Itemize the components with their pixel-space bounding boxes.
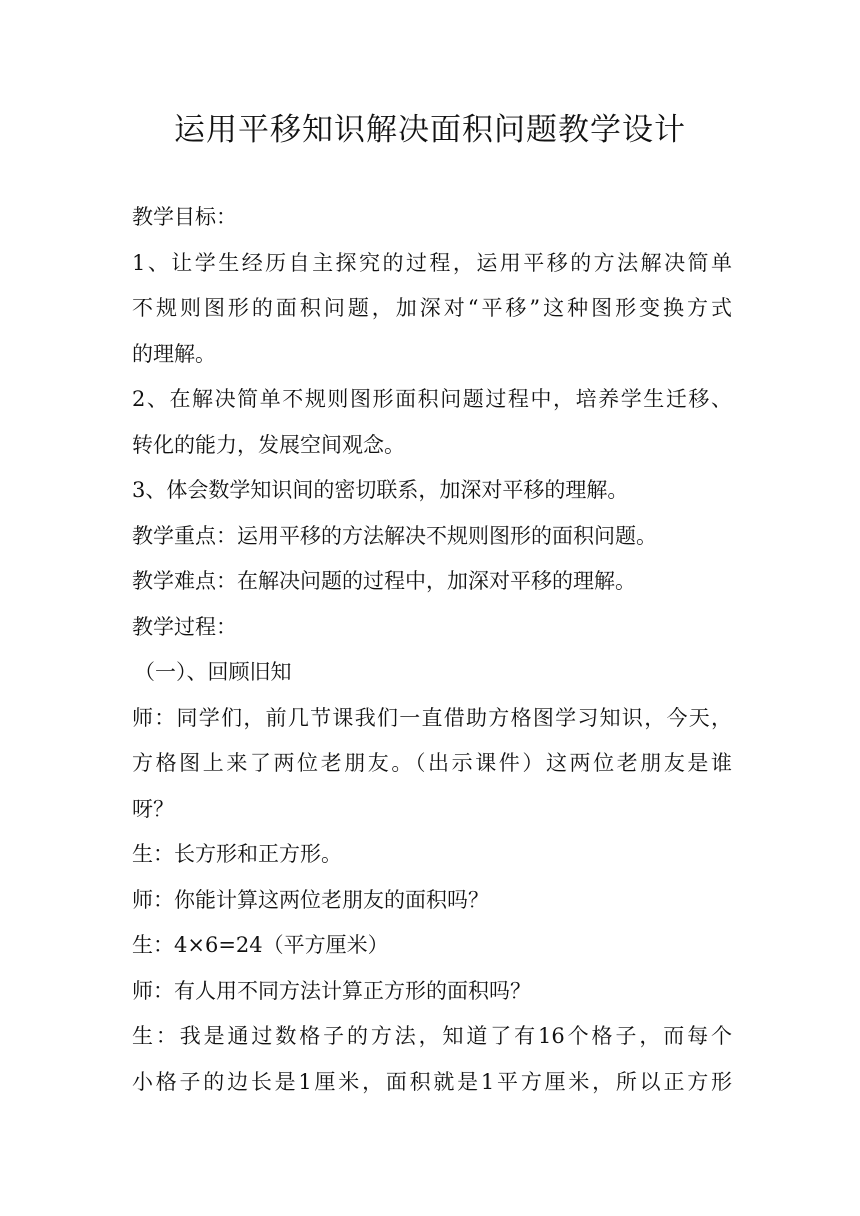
text-line-section-review: （一）、回顾旧知 (134, 660, 292, 684)
text-line-objective-2a: 2、在解决简单不规则图形面积问题过程中，培养学生迁移、 (132, 387, 732, 411)
text-line-teacher-1c: 呀？ (132, 796, 174, 821)
text-line-objectives-heading: 教学目标： (132, 205, 237, 229)
text-line-objective-1c: 的理解。 (132, 341, 216, 366)
text-line-student-2: 生：4×6=24（平方厘米） (132, 933, 389, 957)
text-line-objective-3: 3、体会数学知识间的密切联系，加深对平移的理解。 (132, 478, 629, 502)
text-line-process-heading: 教学过程： (132, 614, 237, 639)
text-line-teacher-1a: 师：同学们，前几节课我们一直借助方格图学习知识，今天， (132, 705, 732, 730)
text-line-objective-1a: 1、让学生经历自主探究的过程，运用平移的方法解决简单 (132, 250, 732, 275)
text-line-difficulty: 教学难点：在解决问题的过程中，加深对平移的理解。 (132, 569, 636, 593)
text-line-teacher-2: 师：你能计算这两位老朋友的面积吗？ (132, 887, 489, 912)
document-title: 运用平移知识解决面积问题教学设计 (174, 112, 686, 148)
text-line-student-1: 生：长方形和正方形。 (132, 842, 342, 866)
text-line-objective-1b: 不规则图形的面积问题，加深对“平移”这种图形变换方式 (132, 296, 732, 320)
document-body (132, 195, 732, 1105)
text-line-student-3b: 小格子的边长是1厘米，面积就是1平方厘米，所以正方形 (132, 1069, 732, 1094)
text-line-key-point: 教学重点：运用平移的方法解决不规则图形的面积问题。 (132, 523, 657, 548)
text-line-student-3a: 生：我是通过数格子的方法，知道了有16个格子，而每个 (132, 1024, 732, 1048)
text-line-teacher-3: 师：有人用不同方法计算正方形的面积吗？ (132, 978, 531, 1003)
text-line-teacher-1b: 方格图上来了两位老朋友。（出示课件）这两位老朋友是谁 (132, 751, 732, 775)
text-line-objective-2b: 转化的能力，发展空间观念。 (132, 432, 405, 457)
